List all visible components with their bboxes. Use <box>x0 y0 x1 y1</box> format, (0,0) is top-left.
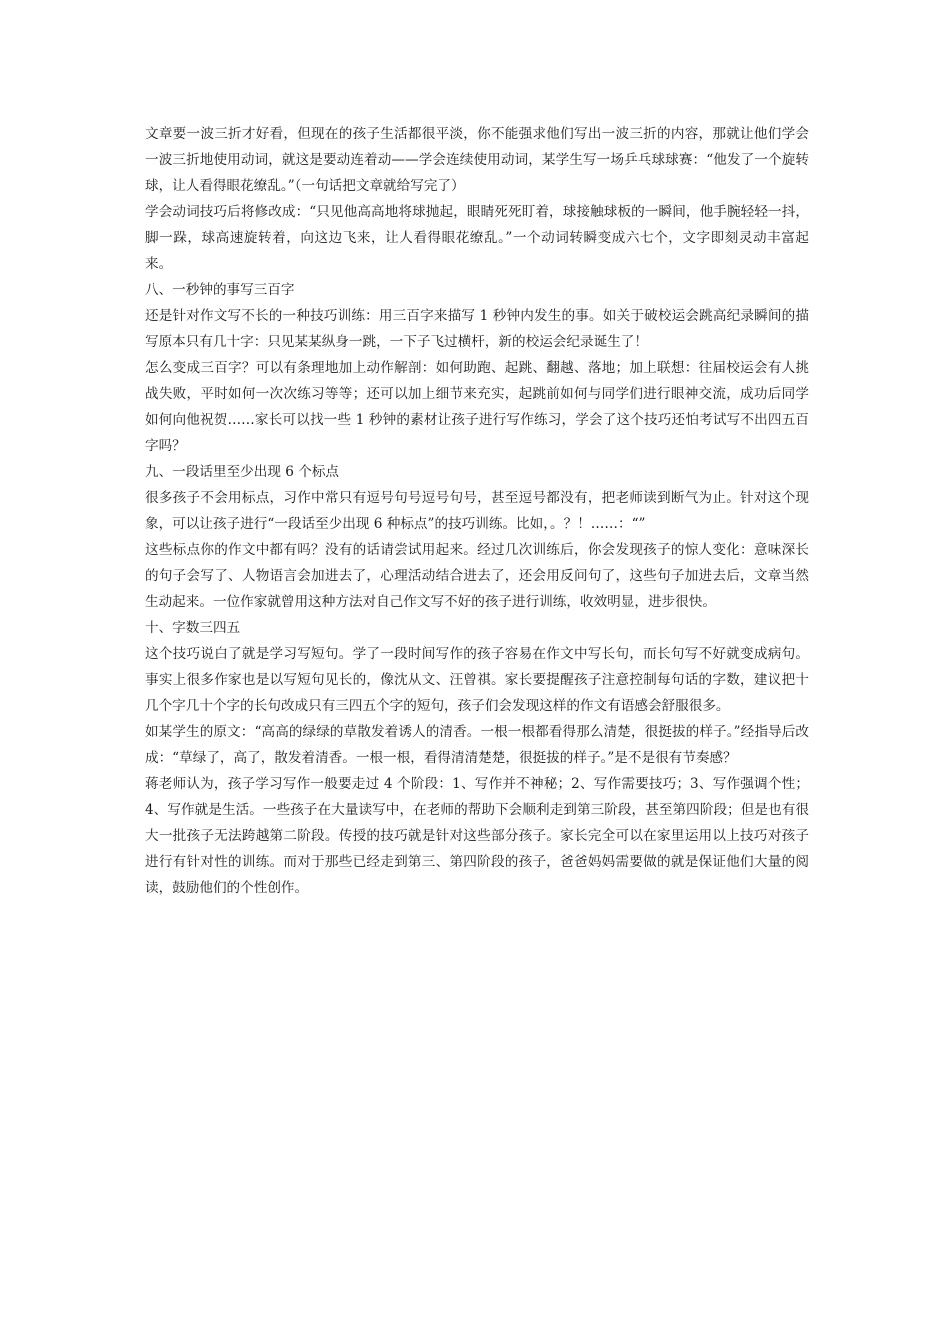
paragraph-punctuation-intro: 很多孩子不会用标点，习作中常只有逗号句号逗号句号，甚至逗号都没有，把老师读到断气为止。针对这个现象，可以让孩子进行“一段话至少出现 6 种标点”的技巧训练。比如，。？！……：“” <box>145 490 809 532</box>
paragraph-one-second-expand: 怎么变成三百字？可以有条理地加上动作解剖：如何助跑、起跳、翻越、落地；加上联想：往届校运会有人挑战失败，平时如何一次次练习等等；还可以加上细节来充实，起跳前如何与同学们进行眼神交流，成功后同学如何向他祝贺……家长可以找一些 1 秒钟的素材让孩子进行写作练习，学会了这个技巧还怕考试写不出四五百字吗？ <box>145 360 809 454</box>
paragraph-punctuation-result: 这些标点你的作文中都有吗？没有的话请尝试用起来。经过几次训练后，你会发现孩子的惊人变化：意味深长的句子会写了、人物语言会加进去了，心理活动结合进去了，还会用反问句了，这些句子加进去后，文章当然生动起来。一位作家就曾用这种方法对自己作文写不好的孩子进行训练，收效明显，进步很快。 <box>145 542 809 610</box>
paragraph-short-sentences: 这个技巧说白了就是学习写短句。学了一段时间写作的孩子容易在作文中写长句，而长句写不好就变成病句。事实上很多作家也是以写短句见长的，像沈从文、汪曾祺。家长要提醒孩子注意控制每句话的字数，建议把十几个字几十个字的长句改成只有三四五个字的短句，孩子们会发现这样的作文有语感会舒服很多。 <box>145 646 809 714</box>
paragraph-short-sentences-example: 如某学生的原文：“高高的绿绿的草散发着诱人的清香。一根一根都看得那么清楚，很挺拔的样子。”经指导后改成：“草绿了，高了，散发着清香。一根一根，看得清清楚楚，很挺拔的样子。”是不是很有节奏感？ <box>145 724 809 766</box>
section-heading-10: 十、字数三四五 <box>145 620 241 636</box>
section-heading-9: 九、一段话里至少出现 6 个标点 <box>145 464 340 480</box>
section-heading-8: 八、一秒钟的事写三百字 <box>145 282 295 298</box>
paragraph-verbs-intro: 文章要一波三折才好看，但现在的孩子生活都很平淡，你不能强求他们写出一波三折的内容，那就让他们学会一波三折地使用动词，就这是要动连着动——学会连续使用动词，某学生写一场乒乓球球赛：“他发了一个旋转球，让人看得眼花缭乱。”（一句话把文章就给写完了） <box>145 126 809 194</box>
paragraph-one-second-intro: 还是针对作文写不长的一种技巧训练：用三百字来描写 1 秒钟内发生的事。如关于破校运会跳高纪录瞬间的描写原本只有几十字：只见某某纵身一跳，一下子飞过横杆，新的校运会纪录诞生了！ <box>145 308 809 350</box>
document-body <box>145 121 809 901</box>
paragraph-verbs-revision: 学会动词技巧后将修改成：“只见他高高地将球抛起，眼睛死死盯着，球接触球板的一瞬间，他手腕轻轻一抖，脚一跺，球高速旋转着，向这边飞来，让人看得眼花缭乱。”一个动词转瞬变成六七个，文字即刻灵动丰富起来。 <box>145 204 809 272</box>
paragraph-conclusion: 蒋老师认为，孩子学习写作一般要走过 4 个阶段：1、写作并不神秘；2、写作需要技巧；3、写作强调个性；4、写作就是生活。一些孩子在大量读写中，在老师的帮助下会顺利走到第三阶段，甚至第四阶段；但是也有很大一批孩子无法跨越第二阶段。传授的技巧就是针对这些部分孩子。家长完全可以在家里运用以上技巧对孩子进行有针对性的训练。而对于那些已经走到第三、第四阶段的孩子，爸爸妈妈需要做的就是保证他们大量的阅读，鼓励他们的个性创作。 <box>145 776 809 896</box>
